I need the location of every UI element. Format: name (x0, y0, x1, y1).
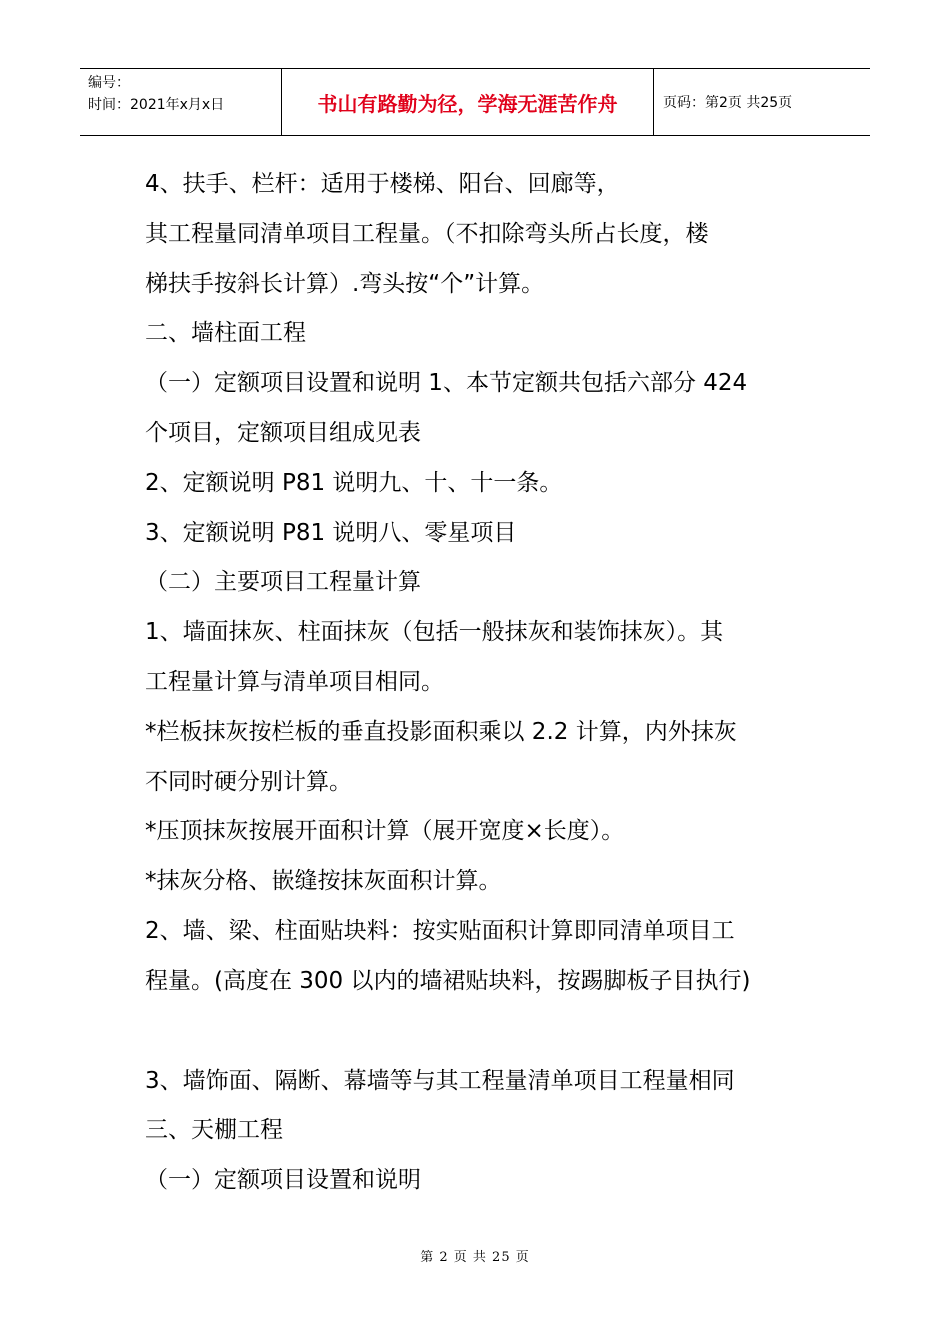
page-info: 页码：第2页 共25页 (663, 95, 793, 111)
text-line: 个项目，定额项目组成见表 (145, 419, 421, 446)
text-line: 2、定额说明 P81 说明九、十、十一条。 (145, 469, 563, 496)
page-header (80, 68, 870, 136)
motto: 书山有路勤为径，学海无涯苦作舟 (317, 91, 618, 116)
document-body (145, 160, 825, 1206)
text-line: 2、墙、梁、柱面贴块料：按实贴面积计算即同清单项目工 (145, 917, 735, 944)
page-footer: 第 2 页 共 25 页 (420, 1250, 530, 1265)
header-meta (80, 69, 282, 135)
header-motto-cell (282, 69, 654, 135)
subsection-heading: （一）定额项目设置和说明 (145, 1167, 421, 1194)
header-page-cell (654, 69, 870, 135)
text-line: 程量。(高度在 300 以内的墙裙贴块料，按踢脚板子目执行) (145, 967, 751, 994)
text-line: 3、定额说明 P81 说明八、零星项目 (145, 519, 517, 546)
text-line: 1、墙面抹灰、柱面抹灰（包括一般抹灰和装饰抹灰）。其 (145, 619, 724, 646)
text-line: 工程量计算与清单项目相同。 (145, 668, 444, 695)
time-label: 时间：2021年x月x日 (88, 97, 225, 113)
subsection-heading: （二）主要项目工程量计算 (145, 569, 421, 596)
text-line: *抹灰分格、嵌缝按抹灰面积计算。 (145, 868, 502, 895)
text-line: 不同时硬分别计算。 (145, 768, 352, 795)
text-line: 4、扶手、栏杆：适用于楼梯、阳台、回廊等， (145, 171, 620, 197)
blank-line (145, 1007, 825, 1057)
number-label: 编号： (88, 75, 130, 91)
section-heading: 三、天棚工程 (145, 1117, 283, 1144)
text-line: *压顶抹灰按展开面积计算（展开宽度×长度）。 (145, 818, 625, 845)
text-line: *栏板抹灰按栏板的垂直投影面积乘以 2.2 计算，内外抹灰 (145, 718, 737, 745)
text-line: 其工程量同清单项目工程量。（不扣除弯头所占长度，楼 (145, 220, 709, 247)
text-line: （一）定额项目设置和说明 1、本节定额共包括六部分 424 (145, 370, 748, 397)
section-heading: 二、墙柱面工程 (145, 320, 306, 347)
text-line: 梯扶手按斜长计算）.弯头按“个”计算。 (145, 270, 545, 297)
text-line: 3、墙饰面、隔断、幕墙等与其工程量清单项目工程量相同 (145, 1067, 735, 1094)
